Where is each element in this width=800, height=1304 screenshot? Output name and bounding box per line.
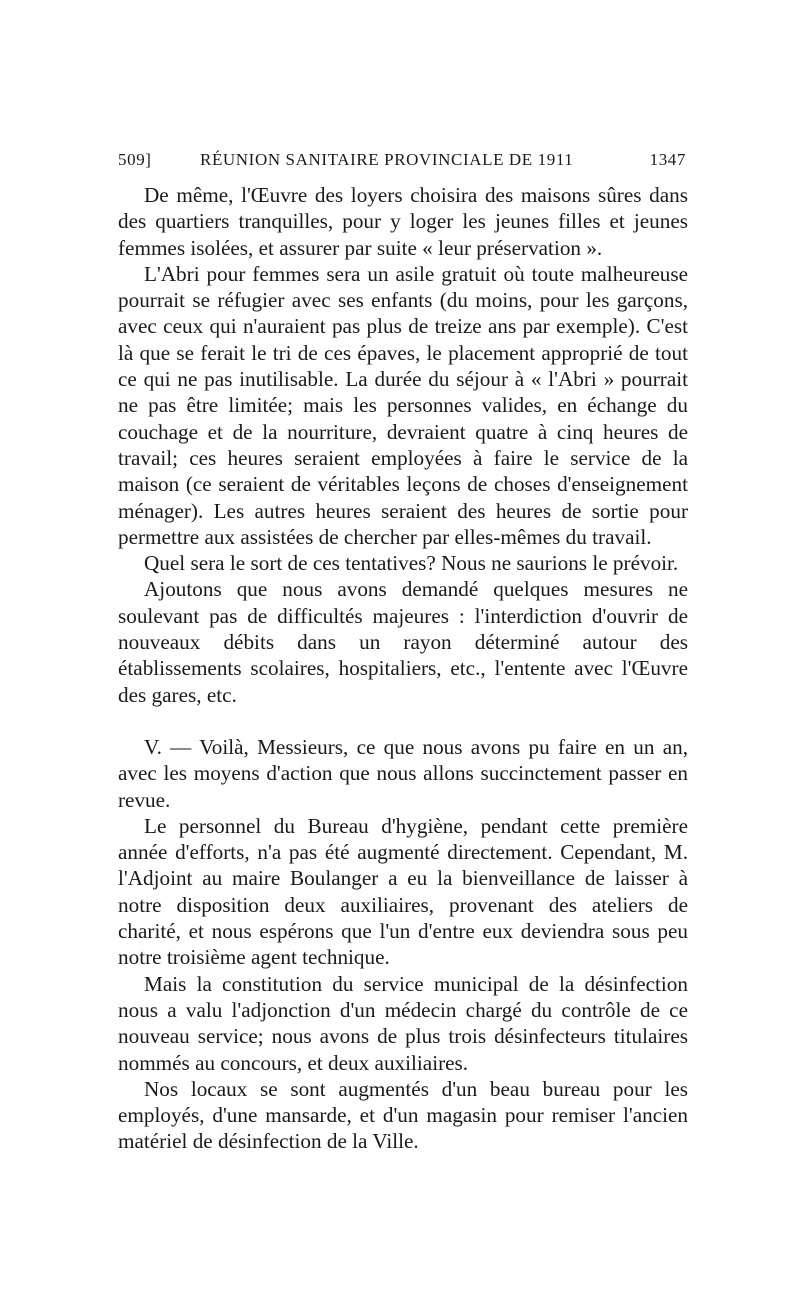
body-text (118, 182, 688, 1155)
paragraph-mesures: Ajoutons que nous avons demandé quelques mesures ne soulevant pas de difficultés majeures : l'interdiction d'ouvrir de nouveaux débits dans un rayon déterminé autour des établissements scolaires, hospitaliers, etc., l'entente avec l'Œuvre des gares, etc. (118, 577, 688, 707)
paragraph-desinfection: Mais la constitution du service municipal de la désinfection nous a valu l'adjonction d'un médecin chargé du contrôle de ce nouveau service; nous avons de plus trois désinfecteurs titulaires nommés au concours, et deux auxiliaires. (118, 971, 688, 1075)
paragraph-section-v: V. — Voilà, Messieurs, ce que nous avons pu faire en un an, avec les moyens d'action que nous allons succinctement passer en revue. (118, 734, 688, 812)
paragraph-sort-tentatives: Quel sera le sort de ces tentatives? Nous ne saurions le prévoir. (144, 551, 679, 576)
running-header (118, 150, 686, 174)
section-number: 509] (118, 150, 152, 169)
paragraph-abri-femmes: L'Abri pour femmes sera un asile gratuit où toute malheureuse pourrait se réfugier avec ses enfants (du moins, pour les garçons, avec ceux qui n'auraient pas plus de treize ans par exemple). C'est là que se ferait le tri de ces épaves, le placement approprié de tout ce qui ne pas inutilisable. La durée du séjour à « l'Abri » pourrait ne pas être limitée; mais les personnes valides, en échange du couchage et de la nourriture, devraient quatre à cinq heures de travail; ces heures seraient employées à faire le service de la maison (ce seraient de véritables leçons de choses d'enseignement ménager). Les autres heures seraient des heures de sortie pour permettre aux assistées de chercher par elles-mêmes du travail. (118, 261, 688, 549)
page-number: 1347 (649, 150, 686, 169)
running-title: RÉUNION SANITAIRE PROVINCIALE DE 1911 (200, 150, 574, 169)
paragraph-spacer (118, 708, 688, 734)
paragraph-locaux: Nos locaux se sont augmentés d'un beau bureau pour les employés, d'une mansarde, et d'un magasin pour remiser l'ancien matériel de désinfection de la Ville. (118, 1076, 688, 1154)
paragraph-oeuvre-loyers: De même, l'Œuvre des loyers choisira des maisons sûres dans des quartiers tranquilles, pour y loger les jeunes filles et jeunes femmes isolées, et assurer par suite « leur préservation ». (118, 183, 688, 260)
paragraph-personnel: Le personnel du Bureau d'hygiène, pendant cette première année d'efforts, n'a pas été augmenté directement. Cependant, M. l'Adjoint au maire Boulanger a eu la bienveillance de laisser à notre disposition deux auxiliaires, provenant des ateliers de charité, et nous espérons que l'un d'entre eux deviendra sous peu notre troisième agent technique. (118, 813, 688, 970)
